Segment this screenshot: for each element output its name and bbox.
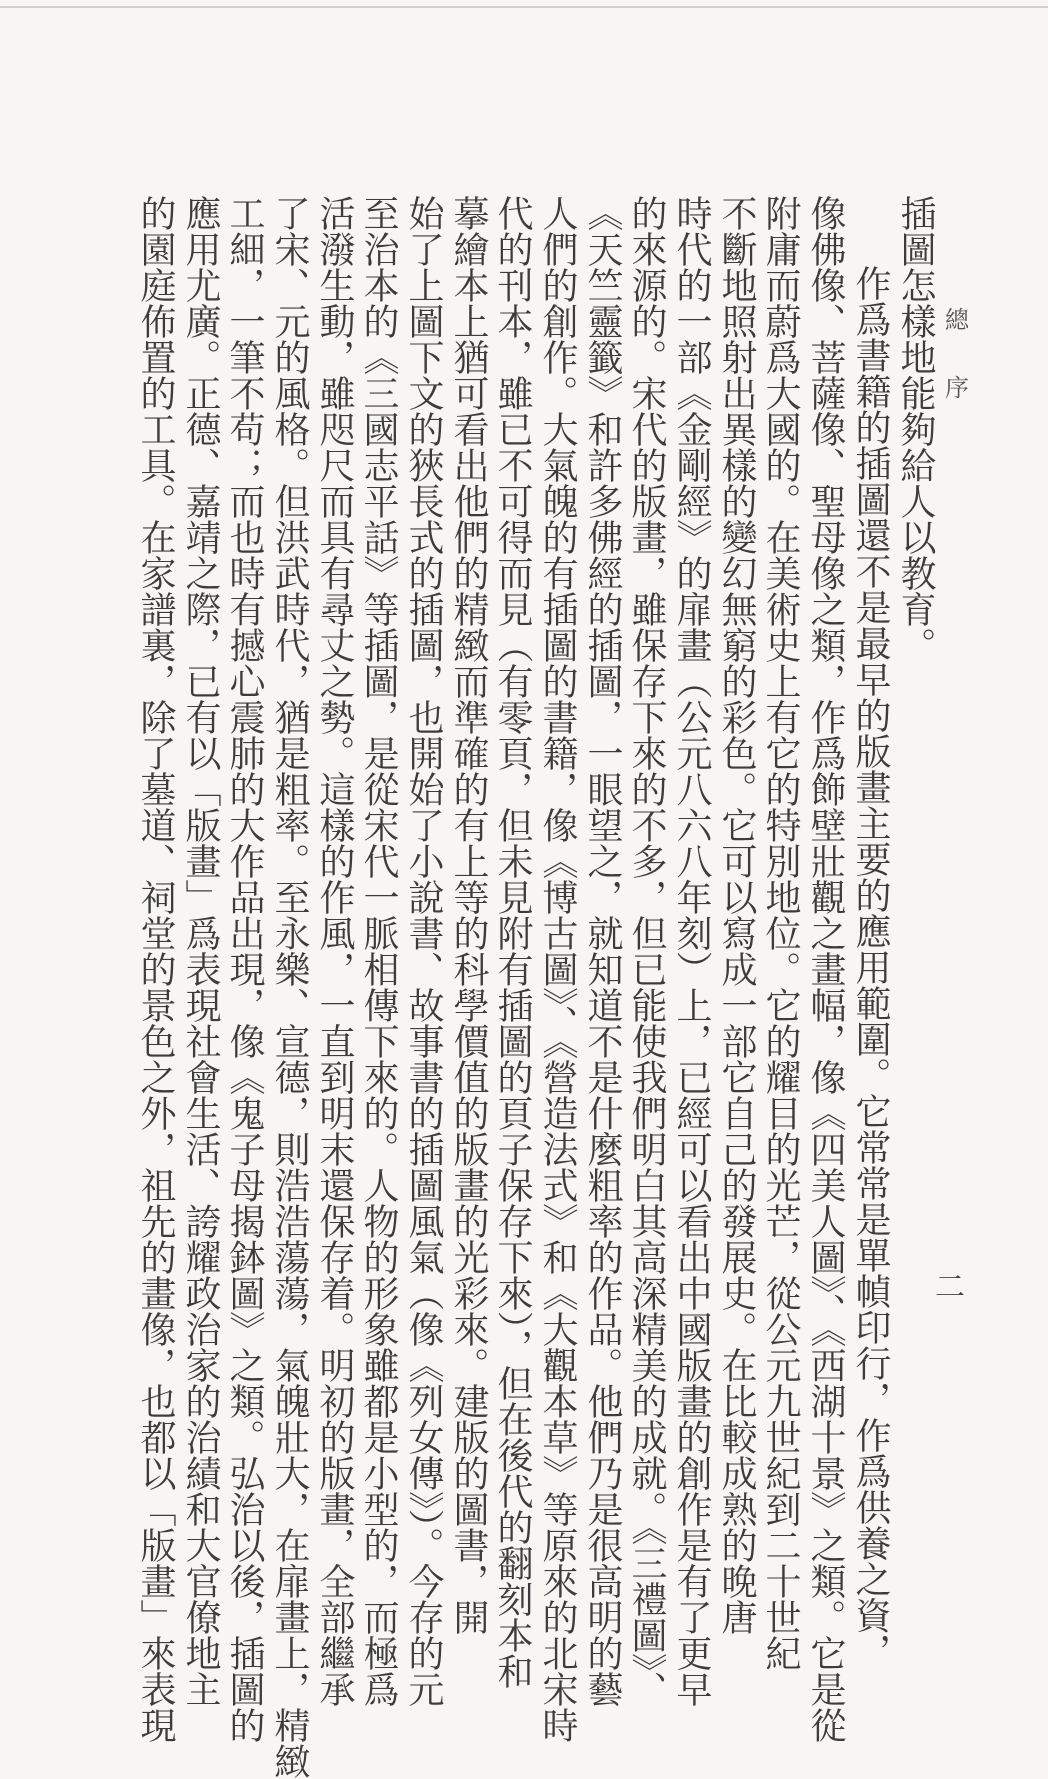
text-column: 的來源的。宋代的版畫，雖保存下來的不多，但已能使我們明白其高深精美的成就。《三禮圖》、 — [626, 195, 667, 1707]
text-column: 摹繪本上猶可看出他們的精緻而準確的有上等的科學價值的版畫的光彩來。建版的圖書，開 — [448, 195, 489, 1635]
text-column: 附庸而蔚爲大國的。在美術史上有它的特別地位。它的耀目的光芒，從公元九世紀到二十世紀 — [760, 195, 801, 1671]
page-number: 二 — [935, 1270, 965, 1305]
text-column: 插圖怎樣地能夠給人以教育。 — [895, 195, 936, 663]
text-column: 代的刊本，雖已不可得而見（有零頁，但未見附有插圖的頁子保存下來），但在後代的翻刻本和 — [492, 195, 533, 1689]
text-column: 始了上圖下文的狹長式的插圖，也開始了小說書、故事書的插圖風氣（像《列女傳》）。今存的元 — [403, 195, 444, 1707]
text-column: 像佛像、菩薩像、聖母像之類，作爲飾壁壯觀之畫幅，像《四美人圖》、《西湖十景》之類。它是從 — [805, 195, 846, 1743]
text-column: 了宋、元的風格。但洪武時代，猶是粗率。至永樂、宣德，則浩浩蕩蕩，氣魄壯大，在扉畫上，精緻 — [269, 195, 310, 1779]
text-column: 應用尤廣。正德、嘉靖之際，已有以「版畫」爲表現社會生活、誇耀政治家的治績和大官僚地主 — [180, 195, 221, 1707]
running-header-char-1: 總 — [945, 306, 969, 334]
text-column: 工細，一筆不苟；而也時有撼心震肺的大作品出現，像《鬼子母揭鉢圖》之類。弘治以後，插圖的 — [224, 195, 265, 1743]
running-header-char-2: 序 — [945, 374, 969, 402]
text-column: 作爲書籍的插圖還不是最早的版畫主要的應用範圍。它常常是單幀印行，作爲供養之資， — [850, 265, 891, 1669]
text-column: 《天竺靈籤》和許多佛經的插圖，一眼望之，就知道不是什麼粗率的作品。他們乃是很高明的藝 — [582, 195, 623, 1707]
text-column: 活潑生動，雖咫尺而具有尋丈之勢。這樣的作風，一直到明末還保存着。明初的版畫，全部繼承 — [314, 195, 355, 1707]
text-column: 時代的一部《金剛經》的扉畫（公元八六八年刻）上，已經可以看出中國版畫的創作是有了更早 — [671, 195, 712, 1707]
scan-edge-line — [0, 6, 1048, 8]
text-column: 的園庭佈置的工具。在家譜裏，除了墓道、祠堂的景色之外，祖先的畫像，也都以「版畫」來表現 — [135, 195, 176, 1743]
text-column: 至治本的《三國志平話》等插圖，是從宋代一脈相傳下來的。人物的形象雖都是小型的，而極爲 — [358, 195, 399, 1707]
text-column: 不斷地照射出異樣的變幻無窮的彩色。它可以寫成一部它自己的發展史。在比較成熟的晚唐 — [716, 195, 757, 1635]
text-column: 人們的創作。大氣魄的有插圖的書籍，像《博古圖》、《營造法式》和《大觀本草》等原來的北宋時 — [537, 195, 578, 1743]
